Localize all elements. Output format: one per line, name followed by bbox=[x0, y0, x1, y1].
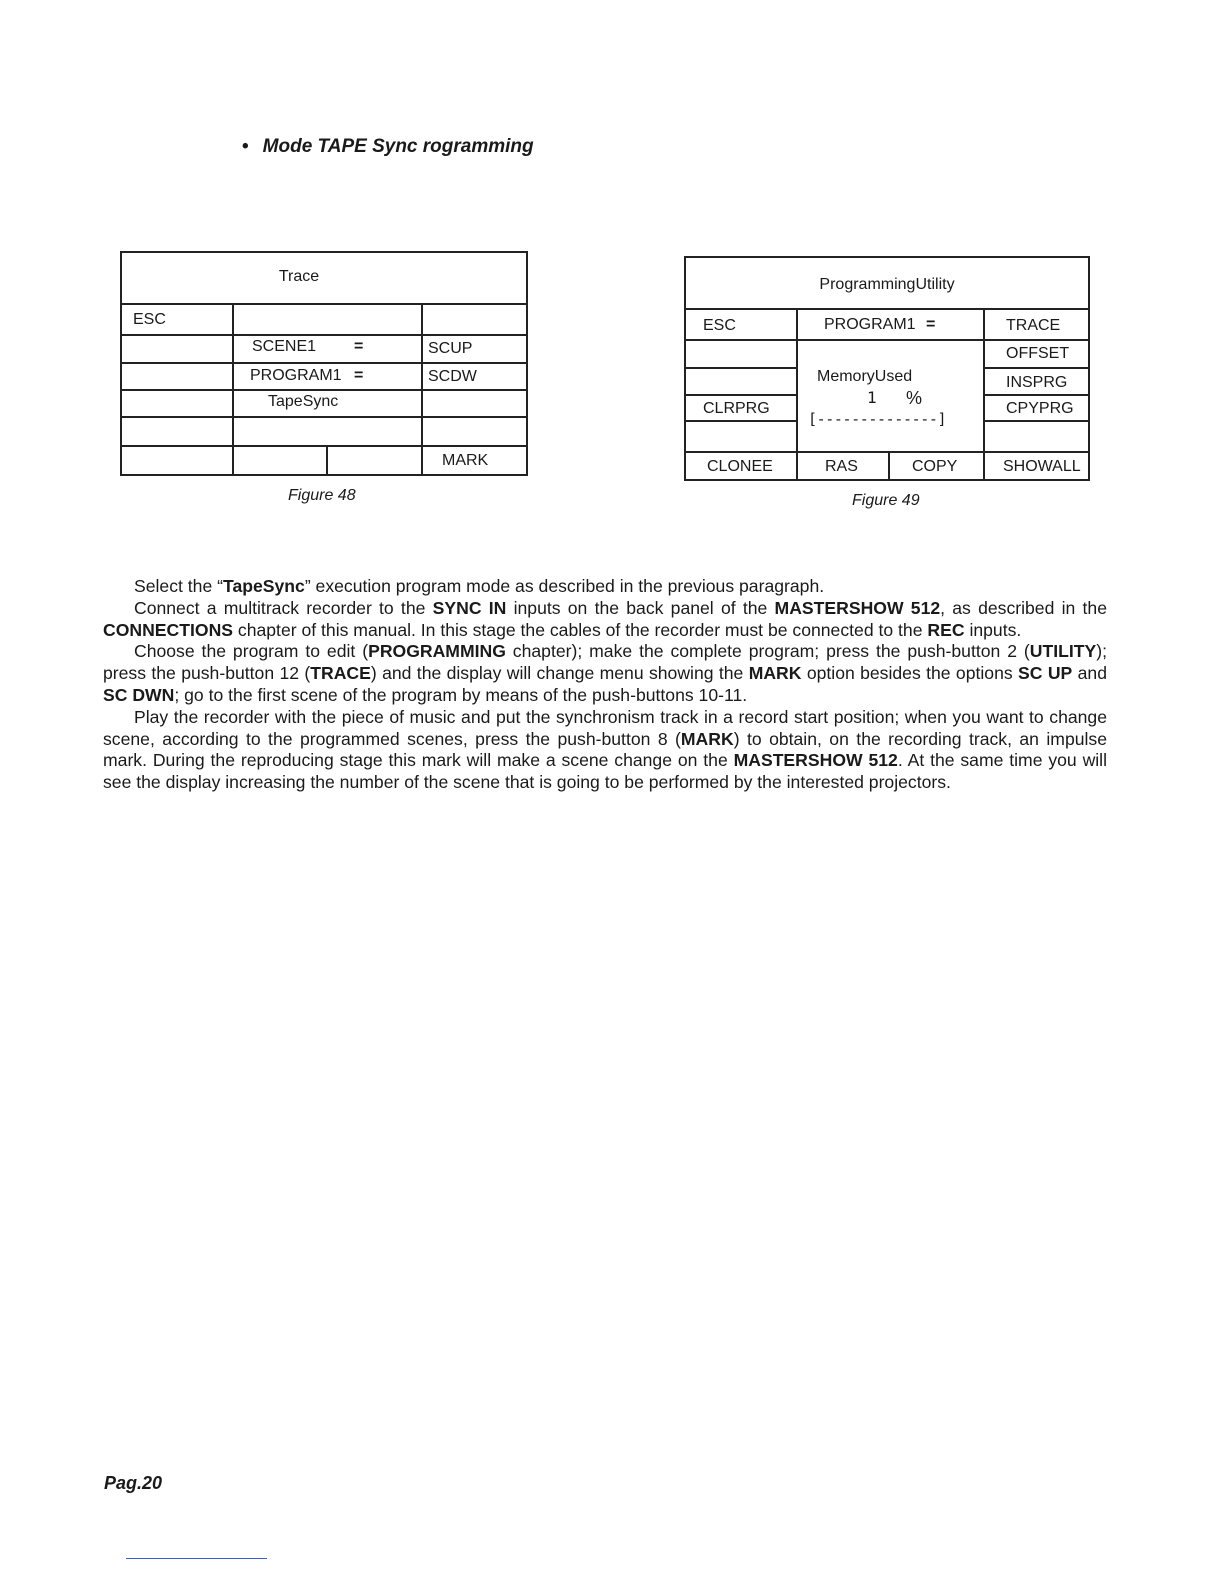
scup-label: SCUP bbox=[428, 340, 473, 357]
body-text bbox=[103, 576, 1107, 794]
copy-label: COPY bbox=[912, 458, 958, 475]
scene-label: SCENE1 bbox=[252, 338, 317, 355]
offset-label: OFFSET bbox=[1006, 345, 1070, 362]
figure-48-caption: Figure 48 bbox=[288, 487, 356, 504]
esc-label: ESC bbox=[133, 311, 166, 328]
program-label: PROGRAM1 bbox=[250, 367, 342, 384]
memory-usage-bar: [--------------] bbox=[808, 410, 947, 428]
scene-equals: = bbox=[354, 338, 364, 355]
memory-used-unit: % bbox=[906, 388, 923, 408]
showall-label: SHOWALL bbox=[1003, 458, 1081, 475]
clonee-label: CLONEE bbox=[707, 458, 773, 475]
clrprg-label: CLRPRG bbox=[703, 400, 770, 417]
ras-label: RAS bbox=[825, 458, 858, 475]
esc-label: ESC bbox=[703, 317, 736, 334]
bullet: • bbox=[242, 136, 249, 157]
memory-used-value: 1 bbox=[867, 388, 877, 407]
trace-label: TRACE bbox=[1006, 317, 1061, 334]
memory-used-label: MemoryUsed bbox=[817, 368, 913, 385]
mark-label: MARK bbox=[442, 452, 489, 469]
paragraph-3: Choose the program to edit (PROGRAMMING chapter); make the complete program; press the push-button 2 (UTILITY); press the push-button 12 (TRACE) and the display will change menu showing the MARK option besides the options SC UP and SC DWN; go to the first scene of the program by means of the push-buttons 10-11. bbox=[103, 641, 1107, 705]
section-title: Mode TAPE Sync rogramming bbox=[262, 136, 534, 157]
program-label: PROGRAM1 bbox=[824, 316, 916, 333]
page-number: Pag.20 bbox=[104, 1473, 163, 1493]
section-heading bbox=[242, 136, 534, 158]
mode-label: TapeSync bbox=[268, 393, 339, 410]
scdw-label: SCDW bbox=[428, 368, 477, 385]
cpyprg-label: CPYPRG bbox=[1006, 400, 1074, 417]
figure-48-display bbox=[120, 251, 528, 476]
paragraph-1: Select the “TapeSync” execution program mode as described in the previous paragraph. bbox=[134, 576, 825, 596]
figure-49-display bbox=[684, 256, 1090, 481]
paragraph-2: Connect a multitrack recorder to the SYNC IN inputs on the back panel of the MASTERSHOW 512, as described in the CONNECTIONS chapter of this manual. In this stage the cables of the recorder must be connected to the REC inputs. bbox=[103, 597, 1107, 640]
program-equals: = bbox=[926, 316, 936, 333]
insprg-label: INSPRG bbox=[1006, 374, 1068, 391]
display-title: ProgrammingUtility bbox=[819, 276, 955, 293]
display-title: Trace bbox=[278, 268, 320, 285]
paragraph-4: Play the recorder with the piece of music and put the synchronism track in a record start position; when you want to change scene, according to the programmed scenes, press the push-button 8 (MARK) to obtain, on the recording track, an impulse mark. During the reproducing stage this mark will make a scene change on the MASTERSHOW 512. At the same time you will see the display increasing the number of the scene that is going to be performed by the interested projectors. bbox=[103, 706, 1108, 793]
figure-49-caption: Figure 49 bbox=[852, 492, 920, 509]
program-equals: = bbox=[354, 367, 364, 384]
footer-rule bbox=[126, 1558, 267, 1559]
